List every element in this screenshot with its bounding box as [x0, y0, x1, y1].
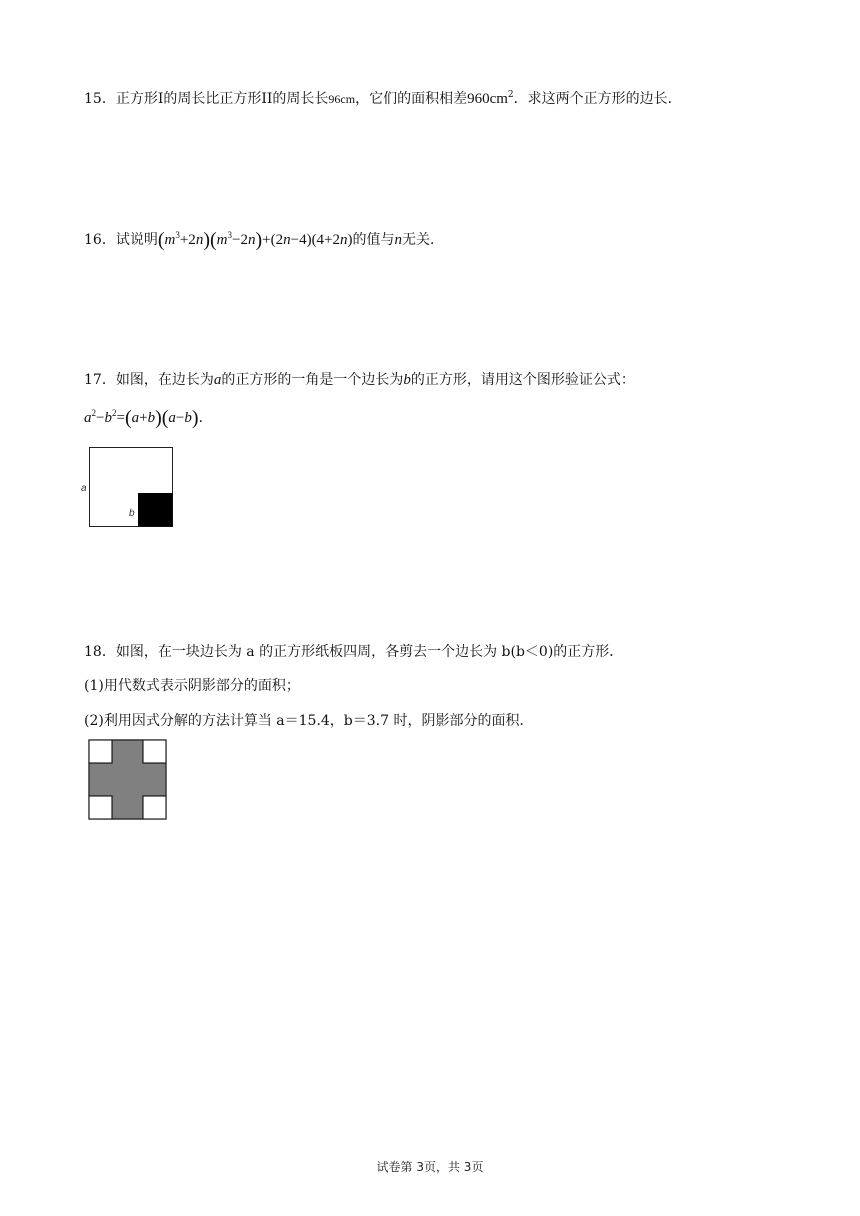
figure-label-b: b	[129, 508, 135, 519]
variable-n: n	[394, 232, 403, 248]
area-difference: 960cm	[467, 91, 508, 107]
question-18-number: 18．	[84, 644, 116, 660]
corner-square-bottom-left	[89, 796, 112, 819]
question-16-text-c: 无关．	[402, 232, 445, 248]
question-18-part-2: (2)利用因式分解的方法计算当 a＝15.4，b＝3.7 时，阴影部分的面积．	[84, 713, 534, 729]
question-18	[84, 642, 623, 662]
corner-square-top-right	[143, 740, 166, 763]
question-17-figure	[78, 445, 178, 531]
paren-close-1: )	[203, 229, 210, 251]
question-17-text-a: 如图，在边长为	[115, 372, 214, 388]
corner-square-top-left	[89, 740, 112, 763]
paren-close-2: )	[255, 229, 263, 251]
question-15-text-c: ．求这两个正方形的边长．	[513, 91, 682, 107]
paren-open-1: (	[157, 229, 165, 251]
question-16-number: 16．	[84, 232, 116, 248]
figure-label-a: a	[81, 483, 87, 494]
question-15-text-a: 正方形I的周长比正方形II的周长长	[115, 91, 329, 107]
page-footer: 试卷第 3页，共 3页	[376, 1160, 484, 1174]
corner-square-bottom-right	[143, 796, 166, 819]
question-18-figure	[88, 739, 168, 821]
perimeter-difference: 96cm	[328, 92, 356, 106]
question-17-number: 17．	[84, 372, 116, 388]
inner-black-square	[138, 493, 173, 527]
question-16-expression: $(m^3+2n)(m^3-2n)+(2n-4)(4+2n)$	[157, 229, 353, 251]
question-16	[84, 230, 444, 250]
question-17-text-b: 的正方形的一角是一个边长为	[221, 372, 404, 388]
question-16-text-a: 试说明	[115, 232, 158, 248]
question-15-number: 15．	[84, 91, 116, 107]
question-15	[84, 89, 682, 109]
question-17	[84, 370, 635, 390]
variable-b: b	[403, 372, 411, 388]
paren-open-2: (	[209, 229, 217, 251]
question-17-formula: $a^2-b^2=(a+b)(a-b)$．	[84, 407, 213, 429]
question-18-text: 如图，在一块边长为 a 的正方形纸板四周，各剪去一个边长为 b(b＜0)的正方形．	[115, 644, 624, 660]
variable-a: a	[213, 372, 222, 388]
question-18-part-1: (1)用代数式表示阴影部分的面积；	[84, 678, 300, 694]
question-17-text-c: 的正方形，请用这个图形验证公式：	[410, 372, 635, 388]
area-exponent: 2	[507, 90, 514, 100]
question-15-text-b: ，它们的面积相差	[355, 91, 468, 107]
question-16-text-b: 的值与	[352, 232, 395, 248]
